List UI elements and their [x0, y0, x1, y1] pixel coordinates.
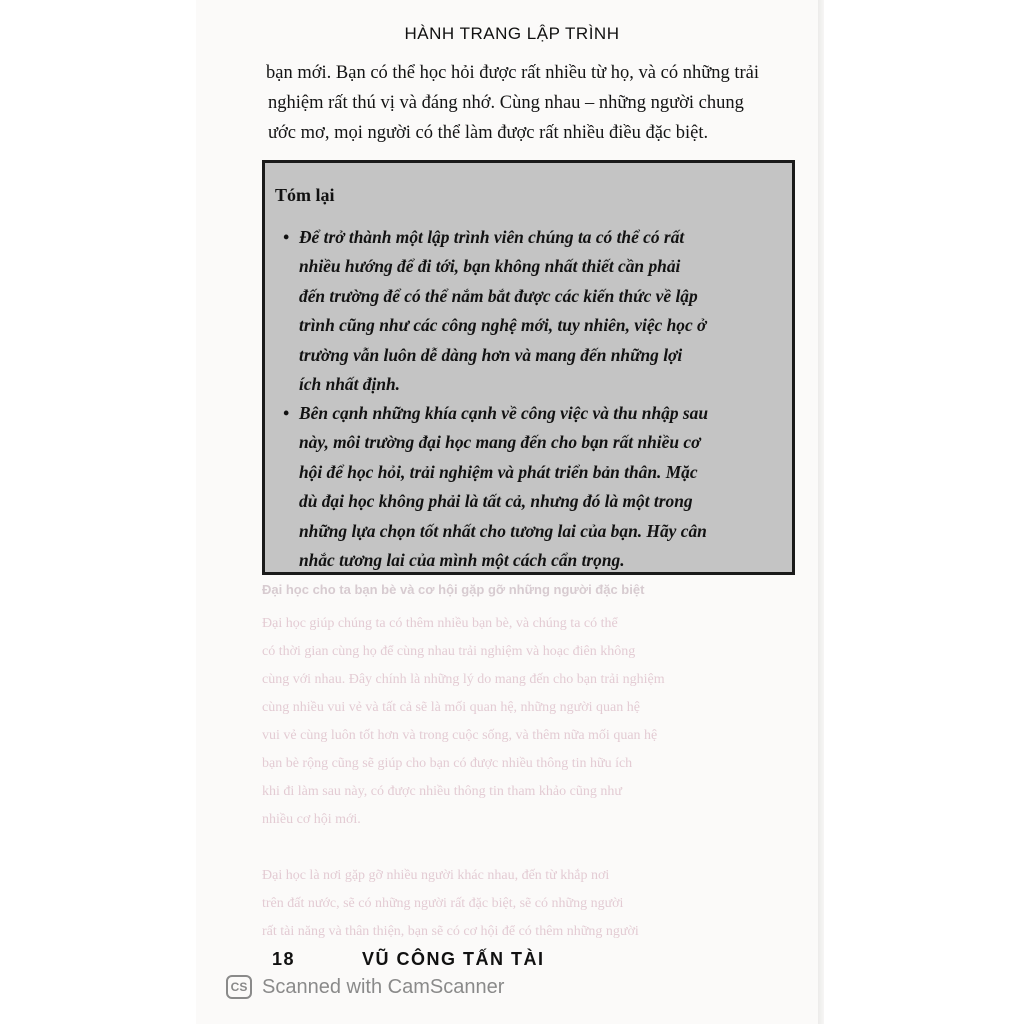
show-through-line: có thời gian cùng họ để cùng nhau trải nghiệm và hoạc điên không	[262, 644, 636, 659]
show-through-line: rất tài năng và thân thiện, bạn sẽ có cơ hội để có thêm những người	[262, 924, 639, 939]
bullet-line: dù đại học không phải là tất cả, nhưng đó là một trong	[299, 491, 693, 512]
watermark-text: Scanned with CamScanner	[262, 975, 505, 998]
summary-bullet	[279, 223, 787, 399]
summary-box	[262, 160, 795, 575]
bullet-dot: •	[283, 403, 290, 423]
bullet-line: Bên cạnh những khía cạnh về công việc và thu nhập sau	[299, 403, 709, 423]
show-through-line: nhiều cơ hội mới.	[262, 812, 361, 827]
bullet-line: hội để học hỏi, trải nghiệm và phát triển bản thân. Mặc	[299, 461, 698, 482]
show-through-line: cùng nhiều vui vẻ và tất cả sẽ là mối quan hệ, những người quan hệ	[262, 700, 640, 715]
show-through-line: cùng với nhau. Đây chính là những lý do mang đến cho bạn trải nghiệm	[262, 672, 665, 687]
camscanner-logo-icon: CS	[226, 975, 252, 999]
show-through-heading: Đại học cho ta bạn bè và cơ hội gặp gỡ những người đặc biệt	[262, 582, 645, 597]
intro-paragraph	[266, 58, 806, 148]
summary-bullet	[279, 399, 787, 575]
page-footer	[272, 949, 545, 970]
bullet-line: Để trở thành một lập trình viên chúng ta có thể có rất	[299, 227, 685, 247]
bullet-line: đến trường để có thể nắm bắt được các kiến thức về lập	[299, 285, 698, 306]
bullet-dot: •	[283, 227, 290, 247]
bullet-line: những lựa chọn tốt nhất cho tương lai của bạn. Hãy cân	[299, 520, 707, 541]
intro-line: ước mơ, mọi người có thể làm được rất nhiều điều đặc biệt.	[268, 123, 709, 143]
show-through-line: vui vẻ cùng luôn tốt hơn và trong cuộc sống, và thêm nữa mối quan hệ	[262, 728, 658, 743]
summary-title: Tóm lại	[275, 185, 335, 205]
bullet-line: này, môi trường đại học mang đến cho bạn rất nhiều cơ	[299, 432, 701, 453]
page-number: 18	[272, 949, 296, 969]
intro-line: nghiệm rất thú vị và đáng nhớ. Cùng nhau – những người chung	[268, 93, 744, 113]
show-through-line: Đại học là nơi gặp gỡ nhiều người khác nhau, đến từ khắp nơi	[262, 868, 610, 883]
bullet-line: ích nhất định.	[299, 374, 401, 395]
bullet-line: trường vẫn luôn dễ dàng hơn và mang đến những lợi	[299, 344, 683, 365]
bullet-line: nhắc tương lai của mình một cách cẩn trọng.	[299, 550, 625, 571]
intro-line: bạn mới. Bạn có thể học hỏi được rất nhiều từ họ, và có những trải	[266, 63, 760, 83]
bullet-line: trình cũng như các công nghệ mới, tuy nhiên, việc học ở	[299, 315, 707, 336]
page-edge-shadow	[818, 0, 824, 1024]
camscanner-watermark	[226, 975, 504, 999]
show-through-text	[262, 610, 802, 946]
bullet-line: nhiều hướng để đi tới, bạn không nhất thiết cần phải	[299, 256, 681, 277]
show-through-line	[262, 834, 802, 862]
show-through-line: Đại học giúp chúng ta có thêm nhiều bạn bè, và chúng ta có thể	[262, 616, 618, 631]
author-name: VŨ CÔNG TẤN TÀI	[362, 949, 545, 969]
show-through-line: khi đi làm sau này, có được nhiều thông tin tham khảo cũng như	[262, 784, 622, 799]
show-through-line: trên đất nước, sẽ có những người rất đặc biệt, sẽ có những người	[262, 896, 624, 911]
running-head: HÀNH TRANG LẬP TRÌNH	[404, 24, 620, 43]
show-through-line: bạn bè rộng cũng sẽ giúp cho bạn có được nhiều thông tin hữu ích	[262, 756, 633, 771]
